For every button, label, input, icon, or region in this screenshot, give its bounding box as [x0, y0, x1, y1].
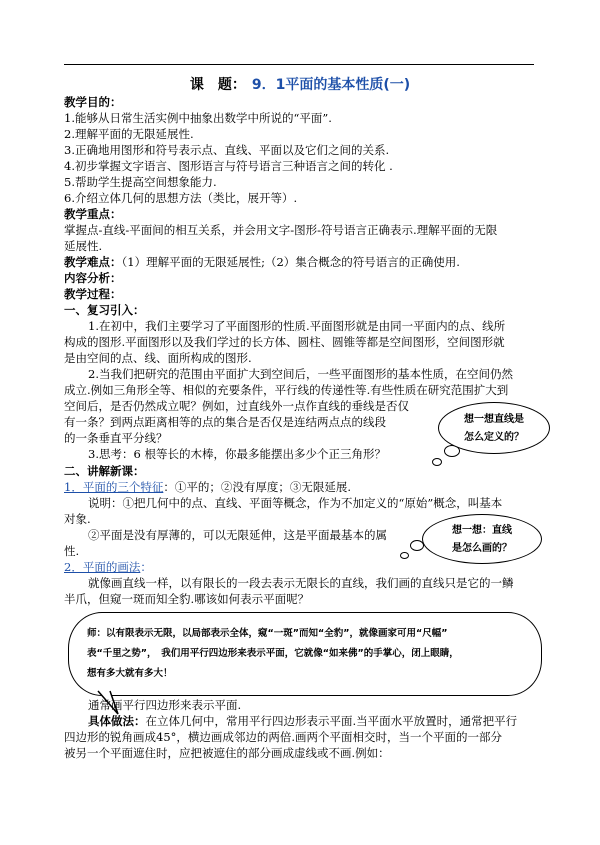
difficulties-heading: 教学难点： — [64, 255, 122, 269]
method-line — [64, 713, 536, 729]
review-paragraph-line: 空间后，是否仍然成立呢？例如，过直线外一点作直线的垂线是否仅 — [64, 399, 409, 413]
drawing-heading-line — [64, 559, 536, 575]
review-paragraph-line: 是由空间的点、线、面所构成的图形. — [64, 351, 252, 365]
callout-line: 表“千里之势”， 我们用平行四边形来表示平面，它就像“如来佛”的手掌心，闭上眼睛， — [87, 648, 459, 659]
objectives-heading: 教学目的： — [64, 95, 122, 109]
feature-text: ：①平的；②没有厚度；③无限延展. — [163, 480, 351, 494]
note-line: ②平面是没有厚薄的，可以无限延伸，这是平面最基本的属 — [88, 528, 387, 542]
key-points-line: 掌握点-直线-平面间的相互关系，并会用文字-图形-符号语言正确表示.理解平面的无限 — [64, 223, 498, 237]
objective-item: 6.介绍立体几何的思想方法（类比，展开等）. — [64, 191, 298, 205]
note-line: 说明：①把几何中的点、直线、平面等概念，作为不加定义的“原始”概念，叫基本 — [88, 496, 503, 510]
title-label: 课 题： — [189, 77, 246, 93]
thought-bubble-line-drawing: 想一想：直线 是怎么画的？ — [422, 514, 542, 564]
process-heading: 教学过程： — [64, 287, 122, 301]
difficulties-text: （1）理解平面的无限延展性;（2）集合概念的符号语言的正确使用. — [121, 255, 460, 269]
note-line: 对象. — [64, 512, 91, 526]
method-text: 在立体几何中，常用平行四边形表示平面.当平面水平放置时，通常把平行 — [145, 714, 518, 728]
review-paragraph-line: 2.当我们把研究的范围由平面扩大到空间后，一些平面图形的基本性质，在空间仍然 — [88, 367, 513, 381]
top-rule — [64, 64, 534, 65]
method-label: 具体做法： — [88, 714, 146, 728]
content-analysis-heading: 内容分析： — [64, 271, 122, 285]
difficulties-line — [64, 254, 536, 270]
objective-item: 1.能够从日常生活实例中抽象出数学中所说的“平面”. — [64, 111, 332, 125]
review-heading: 一、复习引入： — [64, 303, 145, 317]
drawing-paragraph-line: 就像画直线一样，以有限长的一段去表示无限长的直线，我们画的直线只是它的一鳞 — [88, 576, 514, 590]
method-line: 被另一个平面遮住时，应把被遮住的部分画成虚线或不画.例如： — [64, 746, 390, 760]
objective-item: 4.初步掌握文字语言、图形语言与符号语言三种语言之间的转化 . — [64, 159, 393, 173]
callout-line: 师：以有限表示无限，以局部表示全体，窥“一斑”而知“全豹”，就像画家可用“尺幅” — [87, 628, 448, 639]
review-paragraph-line: 成立.例如三角形全等、相似的充要条件，平行线的传递性等.有些性质在研究范围扩大到 — [64, 383, 509, 397]
title-topic: 9．1平面的基本性质(一) — [251, 77, 411, 93]
drawing-label: 2．平面的画法 — [64, 560, 141, 574]
objective-item: 5.帮助学生提高空间想象能力. — [64, 175, 217, 189]
feature-line — [64, 479, 536, 495]
review-thinking-line: 3.思考：6 根等长的木棒，你最多能摆出多少个正三角形？ — [88, 447, 386, 461]
drawing-paragraph-line: 半爪，但窥一斑而知全豹.哪该如何表示平面呢？ — [64, 592, 310, 606]
new-lesson-heading: 二、讲解新课： — [64, 464, 145, 478]
key-points-heading: 教学重点： — [64, 207, 122, 221]
review-paragraph-line: 有一条？到两点距离相等的点的集合是否仅是连结两点点的线段 — [64, 415, 386, 429]
thought-bubble-line-definition: 想一想直线是 怎么定义的？ — [438, 402, 550, 454]
objective-item: 2.理解平面的无限延展性. — [64, 127, 194, 141]
objective-item: 3.正确地用图形和符号表示点、直线、平面以及它们之间的关系. — [64, 143, 390, 157]
key-points-line: 延展性. — [64, 239, 103, 253]
callout-line: 想有多大就有多大！ — [87, 668, 173, 679]
thought-bubble-dot — [400, 552, 409, 559]
method-line: 四边形的锐角画成45°，横边画成邻边的两倍.画两个平面相交时，当一个平面的一部分 — [64, 730, 503, 744]
note-line: 性. — [64, 544, 80, 558]
teacher-callout — [68, 612, 542, 696]
feature-label: 1．平面的三个特征 — [64, 480, 164, 494]
lesson-title — [0, 74, 600, 94]
closing-line: 通常画平行四边形来表示平面. — [88, 698, 242, 712]
drawing-colon: ： — [140, 560, 152, 574]
review-paragraph-line: 的一条垂直平分线？ — [64, 431, 168, 445]
review-paragraph-line: 构成的图形.平面图形以及我们学过的长方体、圆柱、圆锥等都是空间图形，空间图形就 — [64, 335, 505, 349]
review-paragraph-line: 1.在初中，我们主要学习了平面图形的性质.平面图形就是由同一平面内的点、线所 — [88, 319, 506, 333]
